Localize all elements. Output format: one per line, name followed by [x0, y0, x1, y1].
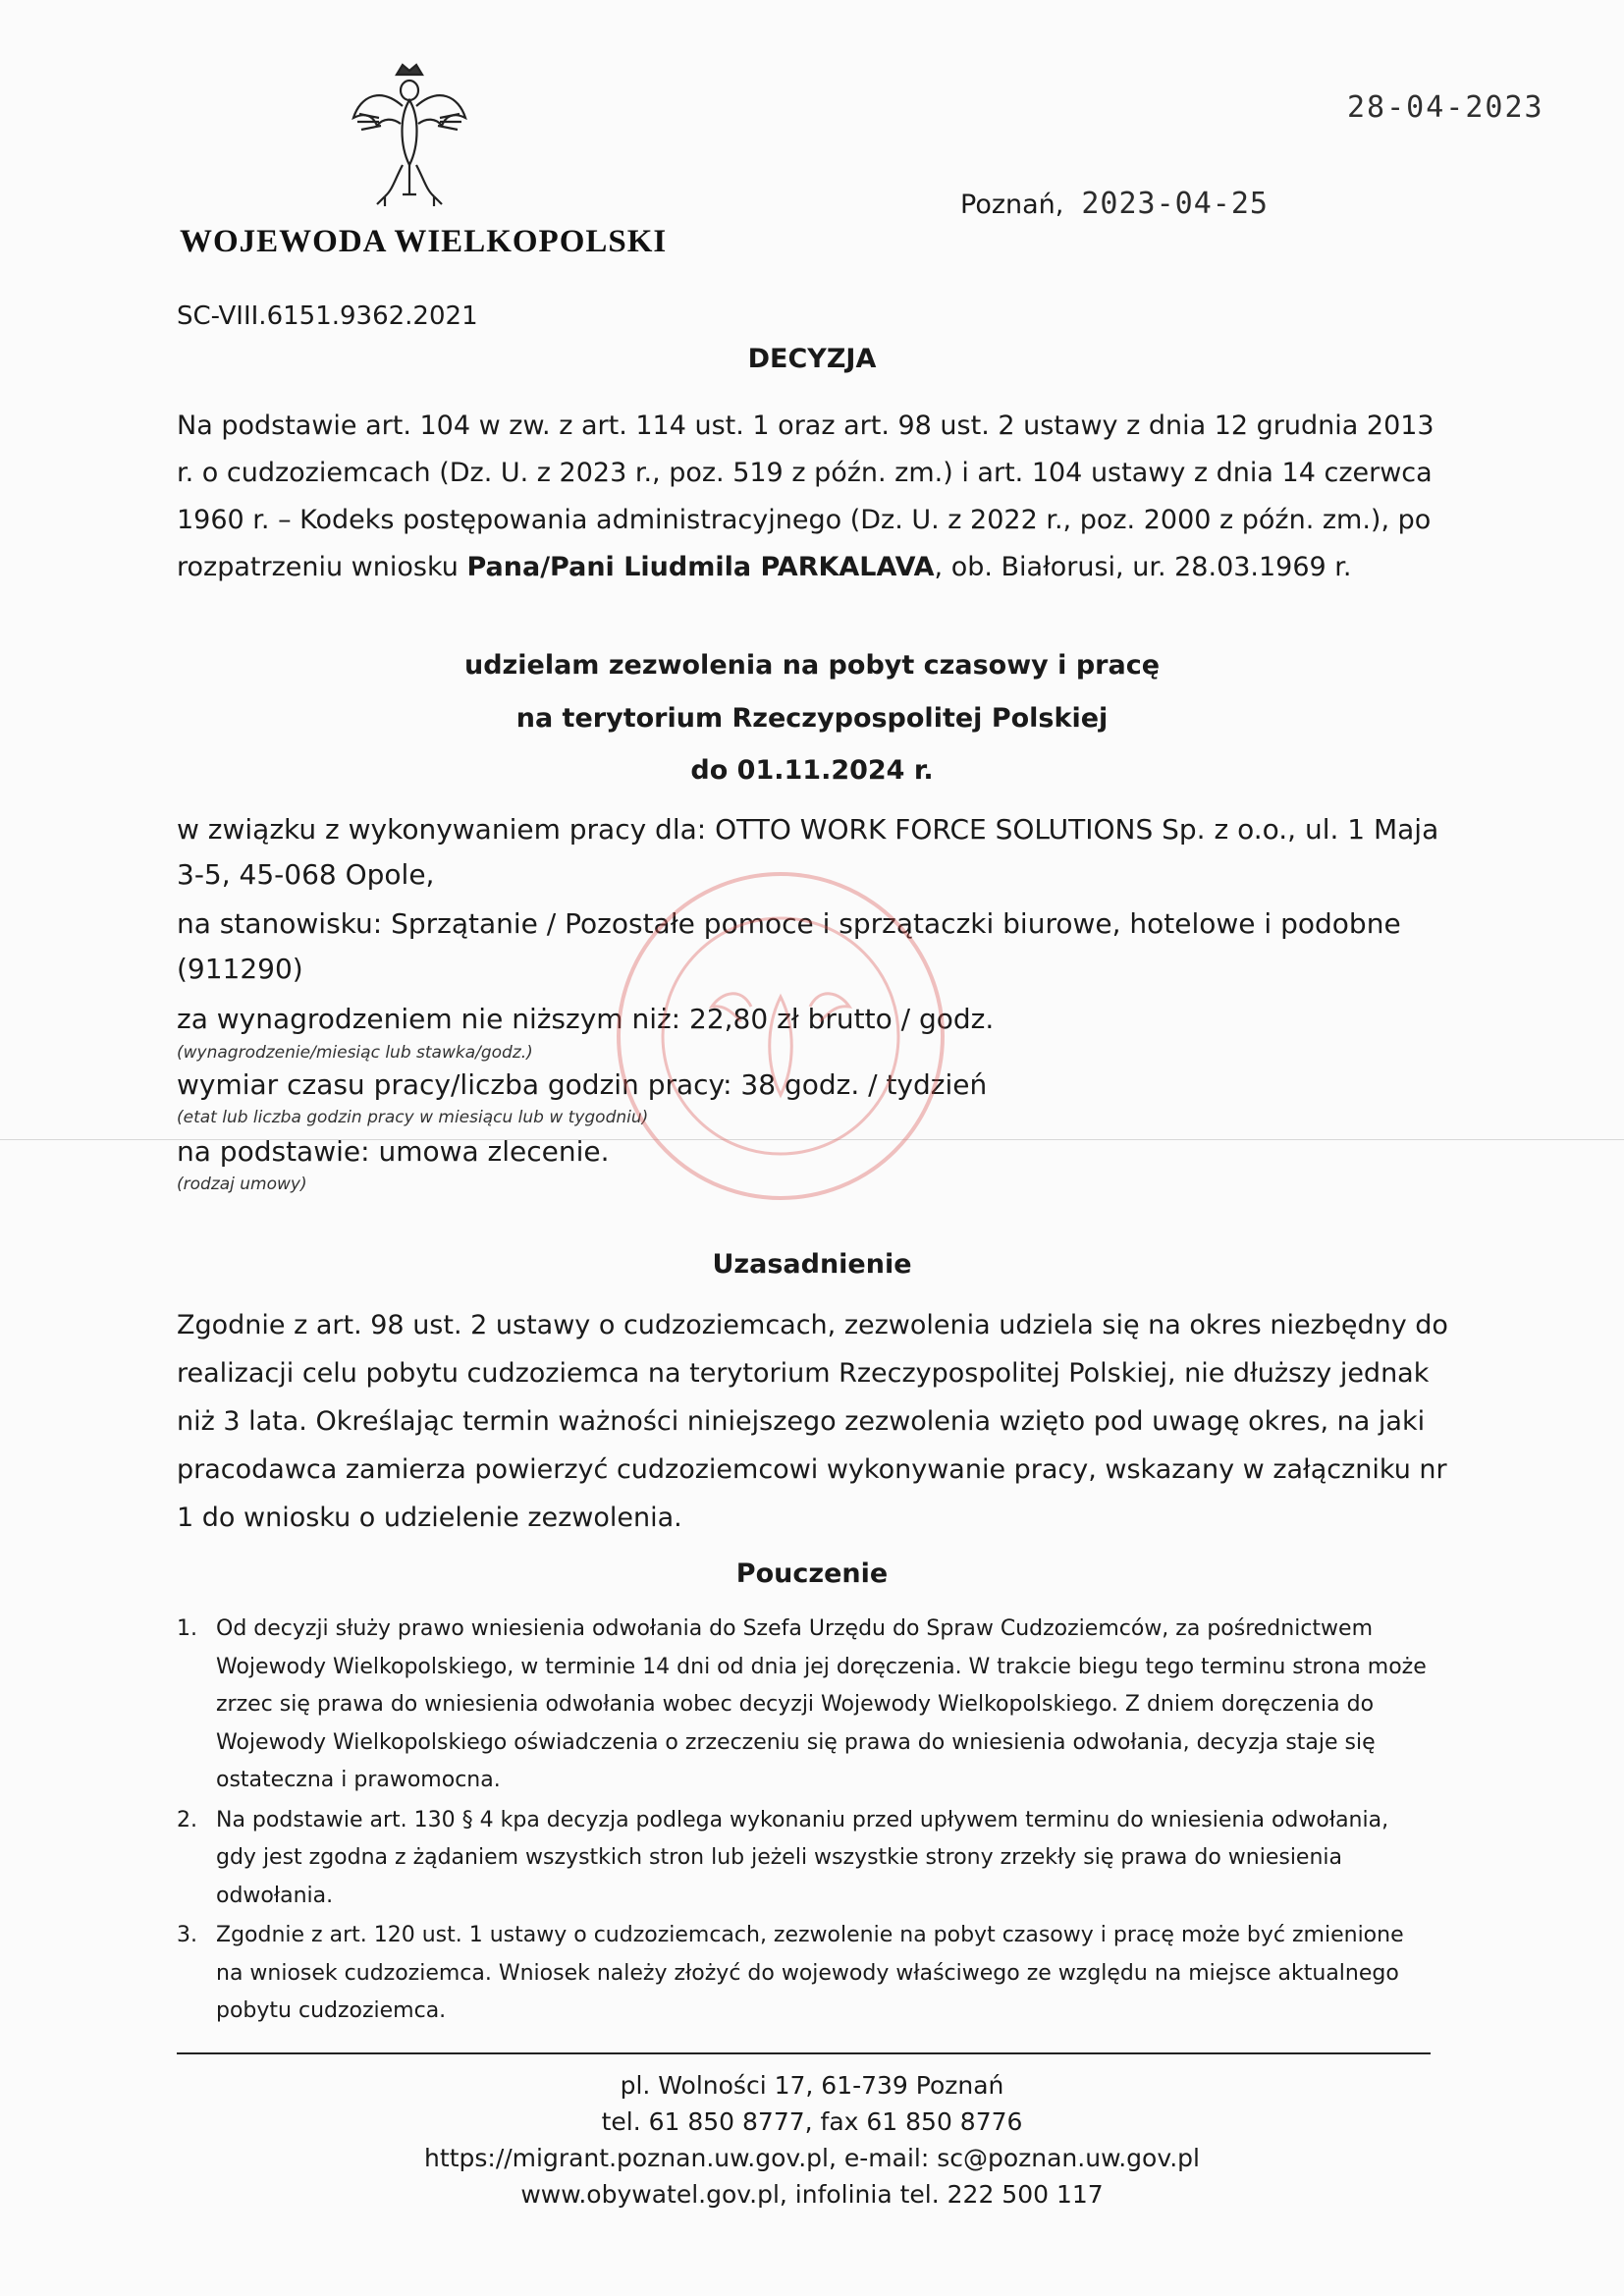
- legal-basis-text: Na podstawie art. 104 w zw. z art. 114 ust. 1 oraz art. 98 ust. 2 ustawy z dnia 12 grudnia 2013 r. o cudzoziemcach (Dz. U. z 2023 r., poz. 519 z późn. zm.) i art. 104 ustawy z dnia 14 czerwca 1960 r. – Kodeks postępowania administracyjnego (Dz. U. z 2022 r., poz. 2000 z późn. zm.), po rozpatrzeniu wniosku: [177, 410, 1435, 582]
- hours-line: wymiar czasu pracy/liczba godzin pracy: 38 godz. / tydzień: [177, 1068, 988, 1101]
- footer-address: pl. Wolności 17, 61-739 Poznań: [620, 2071, 1004, 2100]
- justification-title: Uzasadnienie: [712, 1249, 912, 1280]
- instruction-text: Od decyzji służy prawo wniesienia odwołania do Szefa Urzędu do Spraw Cudzoziemców, za pośrednictwem Wojewody Wielkopolskiego, w terminie 14 dni od dnia jej doręczenia. W trakcie biegu tego terminu strona może zrzec się prawa do wniesienia odwołania wobec decyzji Wojewody Wielkopolskiego. Z dniem doręczenia do Wojewody Wielkopolskiego oświadczenia o zrzeczeniu się prawa do wniesienia odwołania, decyzja staje się ostateczna i prawomocna.: [216, 1616, 1427, 1792]
- place-date: [960, 187, 1269, 221]
- instruction-item: [177, 1802, 1434, 1916]
- applicant-name: Pana/Pani Liudmila PARKALAVA: [466, 552, 935, 582]
- issuer-name: WOJEWODA WIELKOPOLSKI: [180, 224, 668, 259]
- issue-date-stamp: 2023-04-25: [1081, 187, 1269, 221]
- instructions-list: [177, 1611, 1434, 2033]
- place-label: Poznań,: [960, 190, 1064, 220]
- footer-contact: [0, 2067, 1624, 2213]
- instruction-number: 3.: [177, 1923, 197, 1947]
- footer-infoline: www.obywatel.gov.pl, infolinia tel. 222 500 117: [520, 2180, 1104, 2209]
- case-number: SC-VIII.6151.9362.2021: [177, 301, 478, 331]
- legal-basis-paragraph: [177, 403, 1443, 591]
- applicant-details: , ob. Białorusi, ur. 28.03.1969 r.: [934, 552, 1352, 582]
- grant-line-2: na terytorium Rzeczypospolitej Polskiej: [515, 703, 1109, 734]
- document-title: DECYZJA: [747, 344, 877, 374]
- instruction-text: Zgodnie z art. 120 ust. 1 ustawy o cudzoziemcach, zezwolenie na pobyt czasowy i pracę może być zmienione na wniosek cudzoziemca. Wniosek należy złożyć do wojewody właściwego ze względu na miejsce aktualnego pobytu cudzoziemca.: [216, 1923, 1404, 2023]
- employer-line: w związku z wykonywaniem pracy dla: OTTO WORK FORCE SOLUTIONS Sp. z o.o., ul. 1 Maja 3-5, 45-068 Opole,: [177, 813, 1439, 891]
- instruction-number: 1.: [177, 1616, 197, 1641]
- position-line: na stanowisku: Sprzątanie / Pozostałe pomoce i sprzątaczki biurowe, hotelowe i podobne (911290): [177, 907, 1401, 985]
- instructions-title: Pouczenie: [735, 1558, 889, 1589]
- instruction-item: [177, 1611, 1434, 1800]
- salary-line: za wynagrodzeniem nie niższym niż: 22,80 zł brutto / godz.: [177, 1003, 995, 1035]
- justification-text: Zgodnie z art. 98 ust. 2 ustawy o cudzoziemcach, zezwolenia udziela się na okres niezbędny do realizacji celu pobytu cudzoziemca na terytorium Rzeczypospolitej Polskiej, nie dłuższy jednak niż 3 lata. Określając termin ważności niniejszego zezwolenia wzięto pod uwagę okres, na jaki pracodawca zamierza powierzyć cudzoziemcowi wykonywanie pracy, wskazany w załączniku nr 1 do wniosku o udzielenie zezwolenia.: [177, 1310, 1448, 1533]
- footer-divider: [177, 2052, 1431, 2054]
- office-seal-stamp: [604, 859, 957, 1213]
- footer-web-email: https://migrant.poznan.uw.gov.pl, e-mail: sc@poznan.uw.gov.pl: [424, 2144, 1200, 2172]
- contract-line: na podstawie: umowa zlecenie.: [177, 1135, 610, 1168]
- received-date-stamp: 28-04-2023: [1347, 90, 1544, 125]
- grant-line-3: do 01.11.2024 r.: [690, 755, 934, 786]
- polish-eagle-emblem-icon: [346, 57, 473, 214]
- hours-hint: (etat lub liczba godzin pracy w miesiącu lub w tygodniu): [177, 1108, 649, 1127]
- contract-hint: (rodzaj umowy): [177, 1175, 307, 1194]
- grant-line-1: udzielam zezwolenia na pobyt czasowy i pracę: [463, 650, 1161, 681]
- footer-phone: tel. 61 850 8777, fax 61 850 8776: [601, 2107, 1023, 2136]
- instruction-item: [177, 1917, 1434, 2031]
- salary-hint: (wynagrodzenie/miesiąc lub stawka/godz.): [177, 1043, 533, 1063]
- instruction-text: Na podstawie art. 130 § 4 kpa decyzja podlega wykonaniu przed upływem terminu do wniesienia odwołania, gdy jest zgodna z żądaniem wszystkich stron lub jeżeli wszystkie strony zrzekły się prawa do wniesienia odwołania.: [216, 1807, 1389, 1908]
- instruction-number: 2.: [177, 1807, 197, 1832]
